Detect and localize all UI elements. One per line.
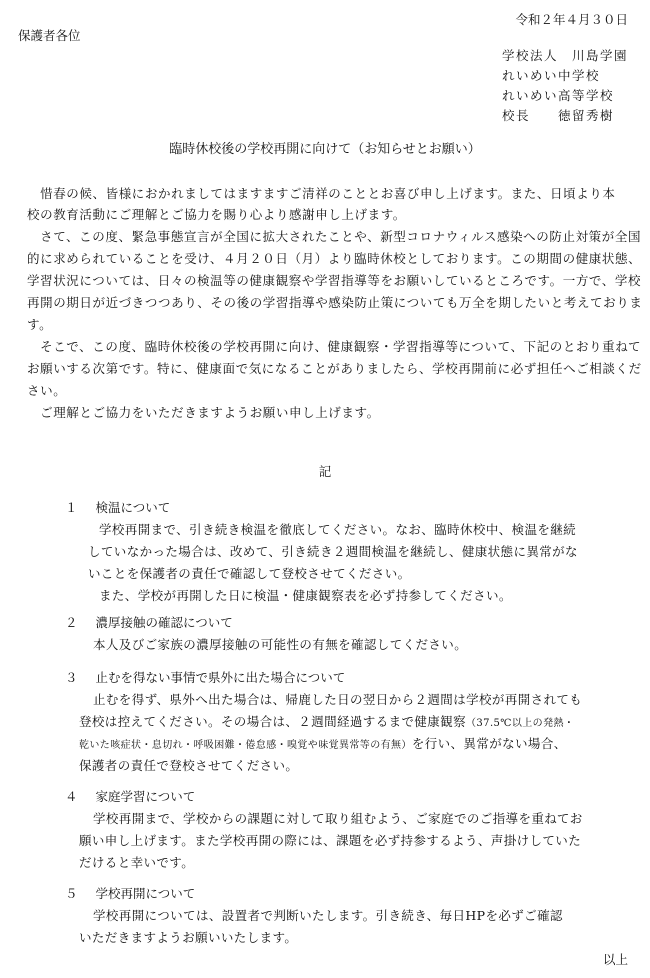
- body-line: 再開の期日が近づきつつあり、その後の学習指導や感染防止策についても万全を期したいと考えておりま: [27, 295, 643, 310]
- body-line: 惜春の候、皆様におかれましてはますますご清祥のこととお喜び申し上げます。また、日頃より本: [27, 186, 616, 201]
- item-line: [79, 734, 567, 752]
- body-line: さい。: [27, 383, 67, 398]
- body-line: ご理解とご協力をいただきますようお願い申し上げます。: [27, 405, 380, 420]
- item-line: また、学校が再開した日に検温・健康観察表を必ず持参してください。: [99, 588, 512, 603]
- item-line: していなかった場合は、改めて、引き続き２週間検温を継続し、健康状態に異常がな: [88, 544, 578, 559]
- item-line: 止むを得ず、県外へ出た場合は、帰鹿した日の翌日から２週間は学校が再開されても: [93, 692, 583, 707]
- item-line: 学校再開まで、引き続き検温を徹底してください。なお、臨時休校中、検温を継続: [99, 522, 577, 537]
- sender-school-senior: れいめい高等学校: [502, 88, 615, 103]
- body-line: そこで、この度、臨時休校後の学校再開に向け、健康観察・学習指導等について、下記のとおり重ねて: [27, 339, 642, 354]
- document-title: 臨時休校後の学校再開に向けて（お知らせとお願い）: [169, 142, 481, 157]
- item-line: いただきますようお願いいたします。: [79, 930, 298, 945]
- item-line: だけると幸いです。: [79, 855, 195, 870]
- item-title: 濃厚接触の確認について: [95, 615, 233, 630]
- item-line-text: 登校は控えてください。その場合は、２週間経過するまで健康観察: [79, 714, 467, 729]
- item-line: 願い申し上げます。また学校再開の際には、課題を必ず持参するよう、声掛けしていた: [79, 833, 582, 848]
- item-heading-close-contact: [65, 613, 233, 631]
- item-title: 学校再開について: [95, 886, 196, 901]
- item-number: １: [65, 500, 78, 515]
- item-title: 止むを得ない事情で県外に出た場合について: [95, 670, 346, 685]
- item-number: ４: [65, 789, 78, 804]
- document-date: 令和２年４月３０日: [515, 12, 628, 27]
- item-heading-home-study: [65, 787, 195, 805]
- item-line: [79, 712, 574, 730]
- sender-school-junior: れいめい中学校: [502, 68, 601, 83]
- item-line: 本人及びご家族の濃厚接触の可能性の有無を確認してください。: [93, 637, 468, 652]
- item-line: 学校再開については、設置者で判断いたします。引き続き、毎日HPを必ずご確認: [93, 908, 563, 923]
- item-line-note: （37.5℃以上の発熱・: [466, 718, 575, 729]
- ki-marker: 記: [318, 464, 332, 479]
- item-line: 保護者の責任で登校させてください。: [79, 758, 299, 773]
- item-line-text: を行い、異常がない場合、: [411, 736, 567, 751]
- body-line: お願いする次第です。特に、健康面で気になることがありましたら、学校再開前に必ず担任へご相談くだ: [27, 361, 642, 376]
- body-line: す。: [27, 317, 53, 332]
- item-line-note: 乾いた咳症状・息切れ・呼吸困難・倦怠感・嗅覚や味覚異常等の有無）: [79, 740, 412, 751]
- item-line: 学校再開まで、学校からの課題に対して取り組むよう、ご家庭でのご指導を重ねてお: [93, 811, 583, 826]
- item-number: ３: [65, 670, 78, 685]
- item-number: ５: [65, 886, 78, 901]
- sender-principal: 校長 徳留秀樹: [502, 108, 615, 123]
- item-title: 家庭学習について: [95, 789, 196, 804]
- sender-organization: 学校法人 川島学園: [502, 48, 629, 63]
- item-number: ２: [65, 615, 78, 630]
- body-line: 学習状況については、日々の検温等の健康観察や学習指導等をお願いしているところです。一方で、学校: [27, 273, 642, 288]
- item-title: 検温について: [95, 500, 171, 515]
- closing-mark: 以上: [602, 952, 628, 967]
- item-line: いことを保護者の責任で確認して登校させてください。: [88, 566, 411, 581]
- body-line: さて、この度、緊急事態宣言が全国に拡大されたことや、新型コロナウィルス感染への防止対策が全国: [27, 229, 642, 244]
- item-heading-school-reopening: [65, 884, 195, 902]
- body-line: 的に求められていることを受け、４月２０日（月）より臨時休校としております。この期間の健康状態、: [27, 251, 642, 266]
- item-heading-out-of-prefecture: [65, 668, 345, 686]
- body-line: 校の教育活動にご理解とご協力を賜り心より感謝申し上げます。: [27, 207, 406, 222]
- recipient: 保護者各位: [18, 28, 81, 43]
- item-heading-temperature: [65, 498, 170, 516]
